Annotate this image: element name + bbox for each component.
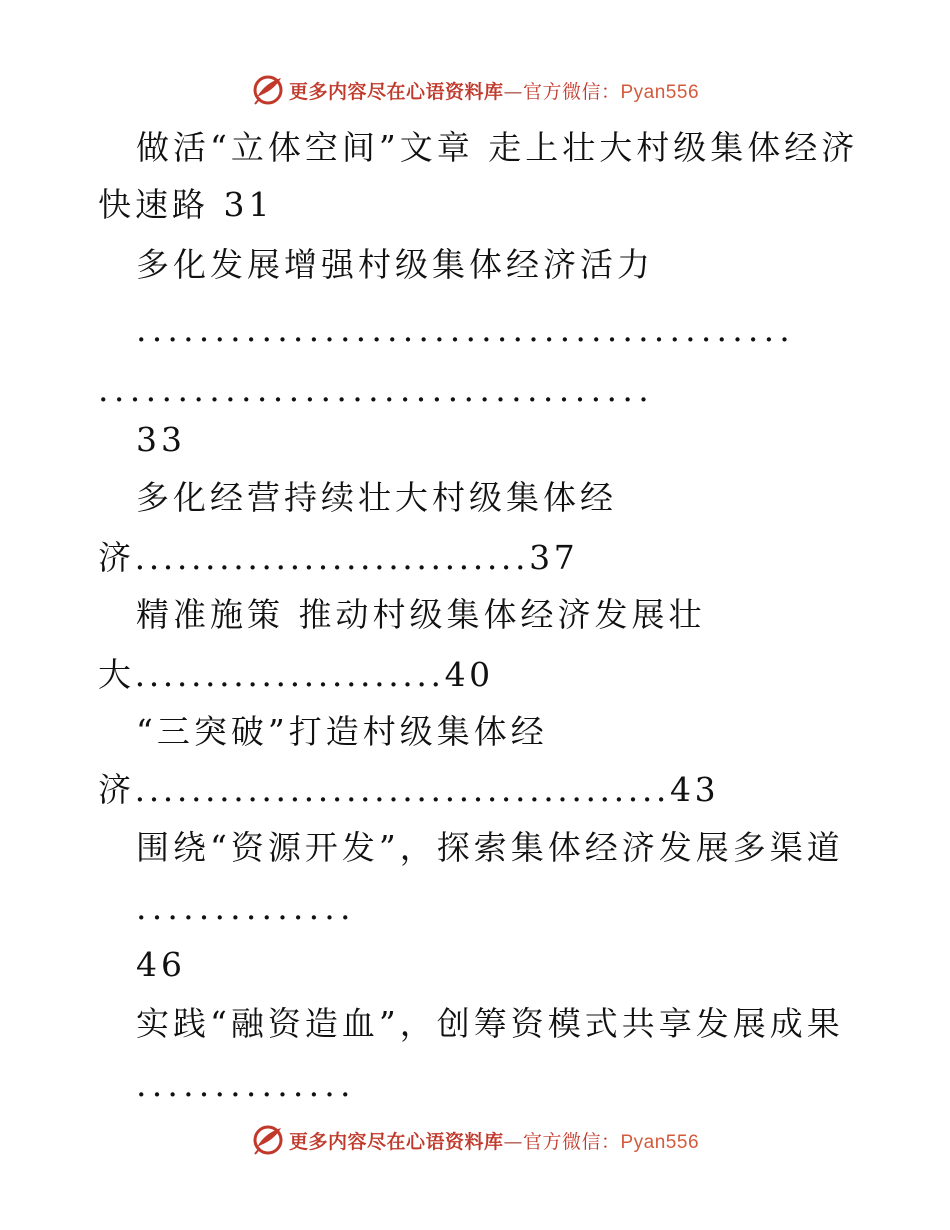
toc-entry-title-cont: 济............................37: [98, 538, 579, 577]
toc-leader-dots: ..........................................: [136, 310, 795, 349]
toc-entry-title: 实践“融资造血”，创筹资模式共享发展成果: [136, 1004, 844, 1043]
toc-entry-title-cont: 快速路 31: [98, 185, 274, 224]
feather-logo-icon: [251, 73, 285, 107]
toc-leader-dots: ..............: [136, 888, 356, 927]
banner-text: 更多内容尽在心语资料库—官方微信：Pyan556: [288, 80, 700, 103]
toc-entry-title: 多化经营持续壮大村级集体经: [136, 478, 617, 517]
toc-page-number: 46: [136, 945, 186, 984]
header-banner: [0, 70, 950, 110]
toc-entry-title: 围绕“资源开发”，探索集体经济发展多渠道: [136, 828, 844, 867]
toc-entry-title: 做活“立体空间”文章 走上壮大村级集体经济: [136, 128, 859, 167]
toc-entry-title: 多化发展增强村级集体经济活力: [136, 245, 654, 284]
banner-text: 更多内容尽在心语资料库—官方微信：Pyan556: [288, 1130, 700, 1153]
footer-banner: [0, 1120, 950, 1160]
toc-entry-title: 精准施策 推动村级集体经济发展壮: [136, 595, 706, 634]
toc-page-number: 33: [136, 420, 186, 459]
toc-leader-dots: ..............: [136, 1065, 356, 1104]
toc-leader-dots: ...................................: [98, 370, 655, 409]
toc-entry-title: “三突破”打造村级集体经: [136, 712, 548, 751]
toc-entry-title-cont: 济......................................43: [98, 770, 720, 809]
toc-entry-title-cont: 大......................40: [98, 655, 494, 694]
feather-logo-icon: [251, 1123, 285, 1157]
